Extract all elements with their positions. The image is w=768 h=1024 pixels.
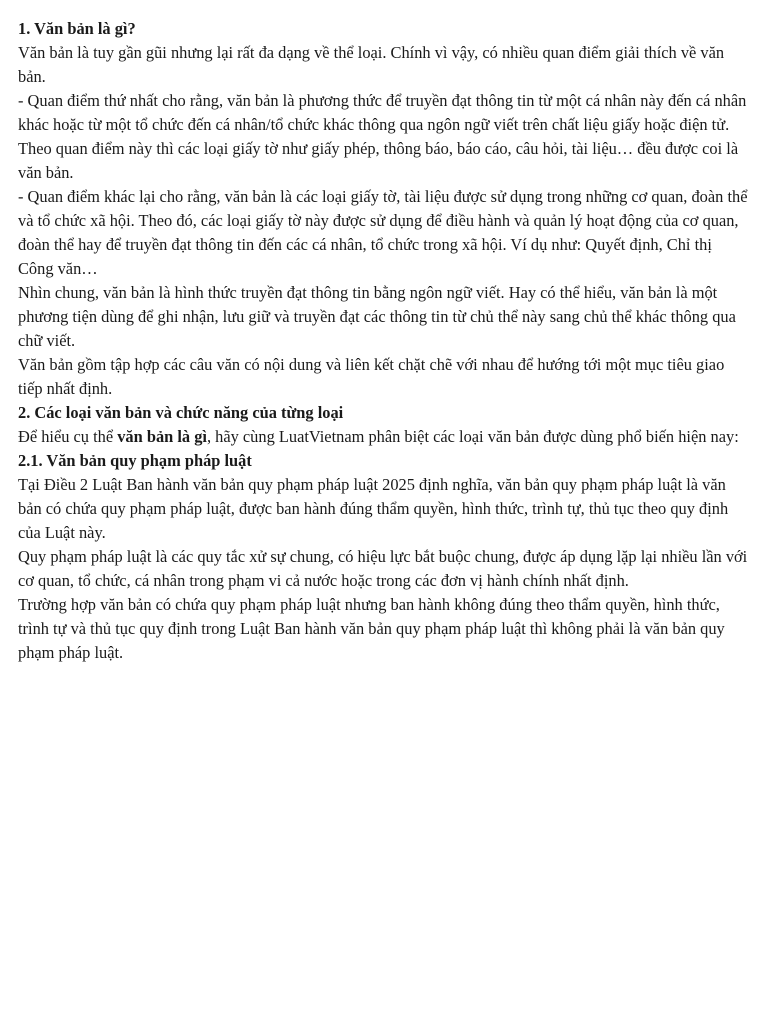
paragraph-first-view: - Quan điểm thứ nhất cho rằng, văn bản là phương thức để truyền đạt thông tin từ một cá nhân này đến cá nhân khác hoặc từ một tổ chức đến cá nhân/tổ chức khác thông qua ngôn ngữ viết trên chất liệu giấy hoặc điện tử. — [18, 91, 747, 134]
paragraph-legal-norm: Quy phạm pháp luật là các quy tắc xử sự chung, có hiệu lực bắt buộc chung, được áp dụng lặp lại nhiều lần với cơ quan, tổ chức, cá nhân trong phạm vi cả nước hoặc trong các đơn vị hành chính nhất định. — [18, 547, 748, 590]
paragraph-intro: Văn bản là tuy gần gũi nhưng lại rất đa dạng về thể loại. Chính vì vậy, có nhiều quan điểm giải thích về văn bản. — [18, 43, 725, 86]
paragraph-types-intro — [18, 425, 750, 449]
paragraph-second-view: - Quan điểm khác lại cho rằng, văn bản là các loại giấy tờ, tài liệu được sử dụng trong những cơ quan, đoàn thể và tổ chức xã hội. Theo đó, các loại giấy tờ này được sử dụng để điều hành và quản lý hoạt động của cơ quan, đoàn thể hay để truyền đạt thông tin đến các cá nhân, tổ chức trong xã hội. Ví dụ như: Quyết định, Chỉ thị Công văn… — [18, 187, 748, 278]
section-heading-1: 1. Văn bản là gì? — [18, 19, 136, 38]
paragraph-summary: Nhìn chung, văn bản là hình thức truyền đạt thông tin bằng ngôn ngữ viết. Hay có thể hiểu, văn bản là một phương tiện dùng để ghi nhận, lưu giữ và truyền đạt các thông tin từ chủ thể này sang chủ thể khác thông qua chữ viết. — [18, 283, 736, 350]
types-intro-start: Để hiểu cụ thể — [18, 427, 118, 446]
paragraph-legal-definition: Tại Điều 2 Luật Ban hành văn bản quy phạm pháp luật 2025 định nghĩa, văn bản quy phạm pháp luật là văn bản có chứa quy phạm pháp luật, được ban hành đúng thẩm quyền, hình thức, trình tự, thủ tục theo quy định của Luật này. — [18, 475, 729, 542]
section-heading-2-1: 2.1. Văn bản quy phạm pháp luật — [18, 451, 252, 470]
section-heading-2: 2. Các loại văn bản và chức năng của từng loại — [18, 403, 344, 422]
paragraph-legal-exception: Trường hợp văn bản có chứa quy phạm pháp luật nhưng ban hành không đúng theo thẩm quyền, hình thức, trình tự và thủ tục quy định trong Luật Ban hành văn bản quy phạm pháp luật thì không phải là văn bản quy phạm pháp luật. — [18, 595, 725, 662]
paragraph-composition: Văn bản gồm tập hợp các câu văn có nội dung và liên kết chặt chẽ với nhau để hướng tới một mục tiêu giao tiếp nhất định. — [18, 355, 725, 398]
paragraph-first-view-examples: Theo quan điểm này thì các loại giấy tờ như giấy phép, thông báo, báo cáo, câu hỏi, tài liệu… đều được coi là văn bản. — [18, 139, 739, 182]
types-intro-bold: văn bản là gì — [117, 427, 207, 446]
types-intro-end: , hãy cùng LuatVietnam phân biệt các loại văn bản được dùng phổ biến hiện nay: — [206, 427, 739, 446]
